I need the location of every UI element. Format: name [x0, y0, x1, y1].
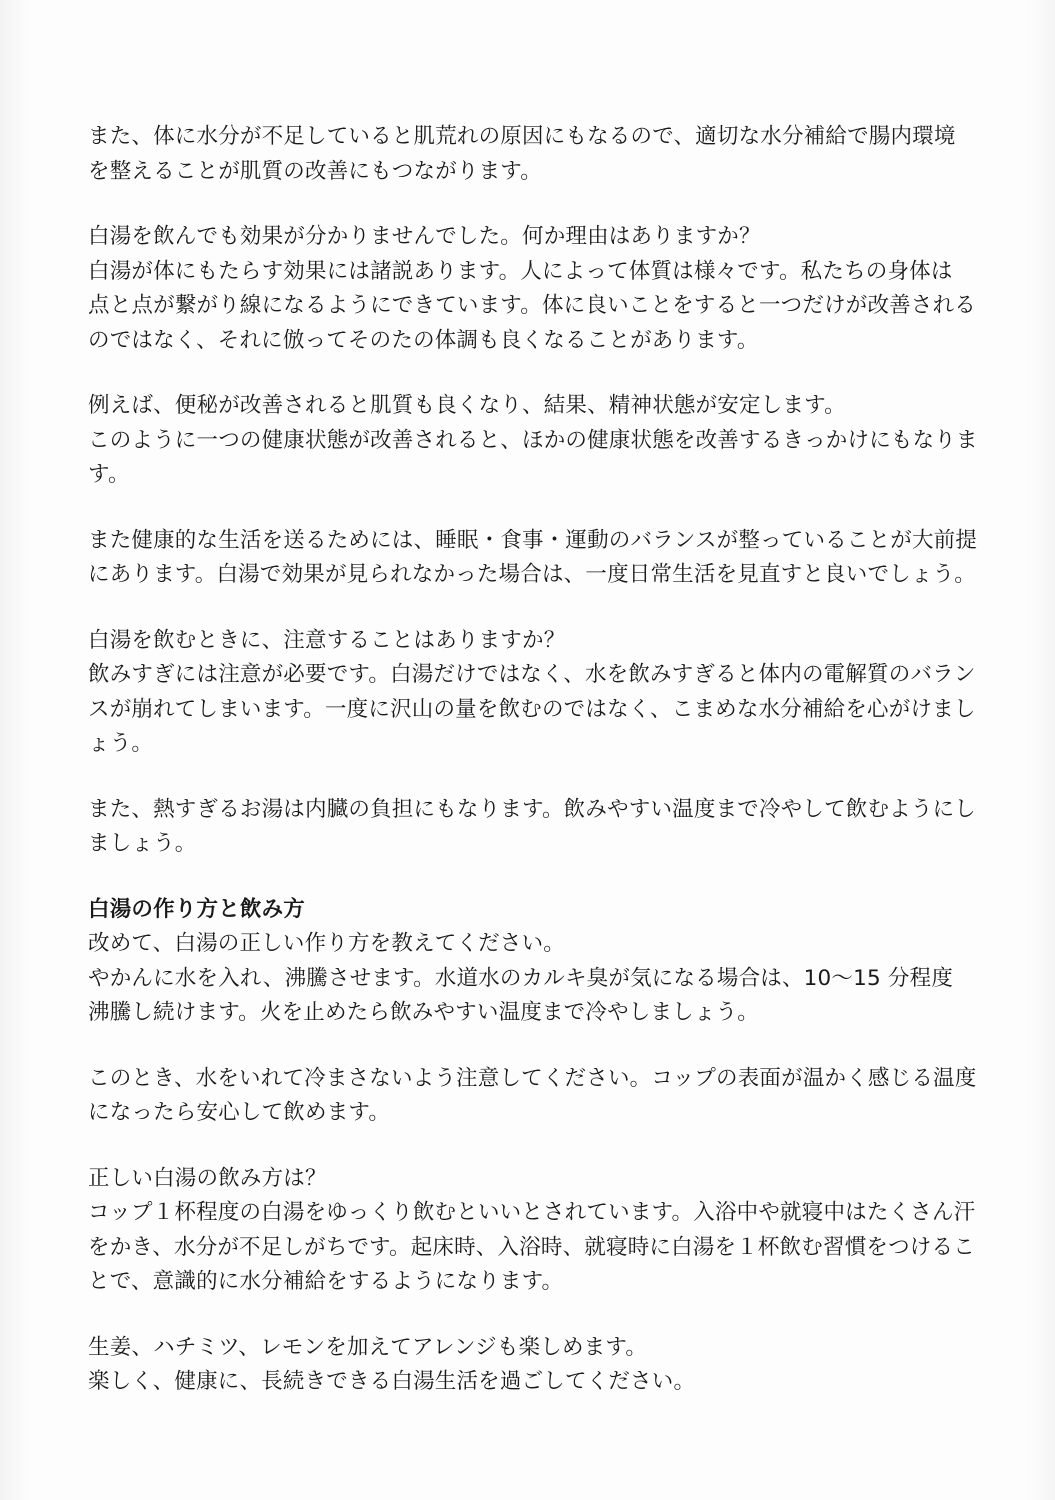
text-line: また、熱すぎるお湯は内臓の負担にもなります。飲みやすい温度まで冷やして飲むようにし [88, 796, 976, 822]
paragraph [88, 389, 978, 493]
text-line: のではなく、それに倣ってそのたの体調も良くなることがあります。 [88, 327, 759, 353]
paragraph [88, 524, 978, 593]
text-line: また、体に水分が不足していると肌荒れの原因にもなるので、適切な水分補給で腸内環境 [88, 124, 956, 149]
text-line: を整えることが肌質の改善にもつながります。 [88, 158, 542, 184]
text-line: 例えば、便秘が改善されると肌質も良くなり、結果、精神状態が安定します。 [88, 393, 846, 418]
paragraph [88, 120, 978, 189]
text-line: ょう。 [88, 731, 154, 756]
paragraph [88, 1331, 978, 1400]
text-line: このように一つの健康状態が改善されると、ほかの健康状態を改善するきっかけにもなりま [88, 427, 978, 453]
text-line: このとき、水をいれて冷まさないよう注意してください。コップの表面が温かく感じる温度 [88, 1065, 977, 1091]
text-line: 生姜、ハチミツ、レモンを加えてアレンジも楽しめます。 [88, 1334, 648, 1360]
paragraph [88, 1162, 978, 1300]
text-line: コップ１杯程度の白湯をゆっくり飲むといいとされています。入浴中や就寝中はたくさん汗 [88, 1200, 976, 1225]
text-line: 沸騰し続けます。火を止めたら飲みやすい温度まで冷やしましょう。 [88, 1000, 759, 1025]
text-line: 飲みすぎには注意が必要です。白湯だけではなく、水を飲みすぎると体内の電解質のバラン [88, 662, 976, 687]
text-line: 楽しく、健康に、長続きできる白湯生活を過ごしてください。 [88, 1369, 696, 1394]
question-line: 白湯を飲むときに、注意することはありますか？ [88, 627, 566, 653]
text-line: になったら安心して飲めます。 [88, 1100, 391, 1125]
text-line: また健康的な生活を送るためには、睡眠・食事・運動のバランスが整っていることが大前提 [88, 527, 978, 553]
text-line: 点と点が繋がり線になるようにできています。体に良いことをすると一つだけが改善される [88, 293, 976, 318]
text-line: とで、意識的に水分補給をするようになります。 [88, 1269, 564, 1294]
section-heading: 白湯の作り方と飲み方 [88, 896, 306, 922]
paragraph [88, 220, 978, 358]
paragraph [88, 793, 978, 862]
paragraph [88, 1062, 978, 1131]
section [88, 893, 978, 1031]
text-line: ましょう。 [88, 831, 197, 856]
document-body [88, 120, 978, 1400]
text-line: にあります。白湯で効果が見られなかった場合は、一度日常生活を見直すと良いでしょう。 [88, 562, 976, 587]
question-line: 改めて、白湯の正しい作り方を教えてください。 [88, 931, 565, 956]
text-line: スが崩れてしまいます。一度に沢山の量を飲むのではなく、こまめな水分補給を心がけまし [88, 696, 976, 722]
paragraph [88, 624, 978, 762]
question-line: 正しい白湯の飲み方は？ [88, 1165, 327, 1191]
text-line: をかき、水分が不足しがちです。起床時、入浴時、就寝時に白湯を１杯飲む習慣をつけるこ [88, 1234, 975, 1260]
text-line: やかんに水を入れ、沸騰させます。水道水のカルキ臭が気になる場合は、10～15 分程度 [88, 965, 954, 991]
text-line: す。 [88, 462, 130, 487]
question-line: 白湯を飲んでも効果が分かりませんでした。何か理由はありますか？ [88, 224, 761, 249]
text-line: 白湯が体にもたらす効果には諸説あります。人によって体質は様々です。私たちの身体は [88, 258, 953, 284]
